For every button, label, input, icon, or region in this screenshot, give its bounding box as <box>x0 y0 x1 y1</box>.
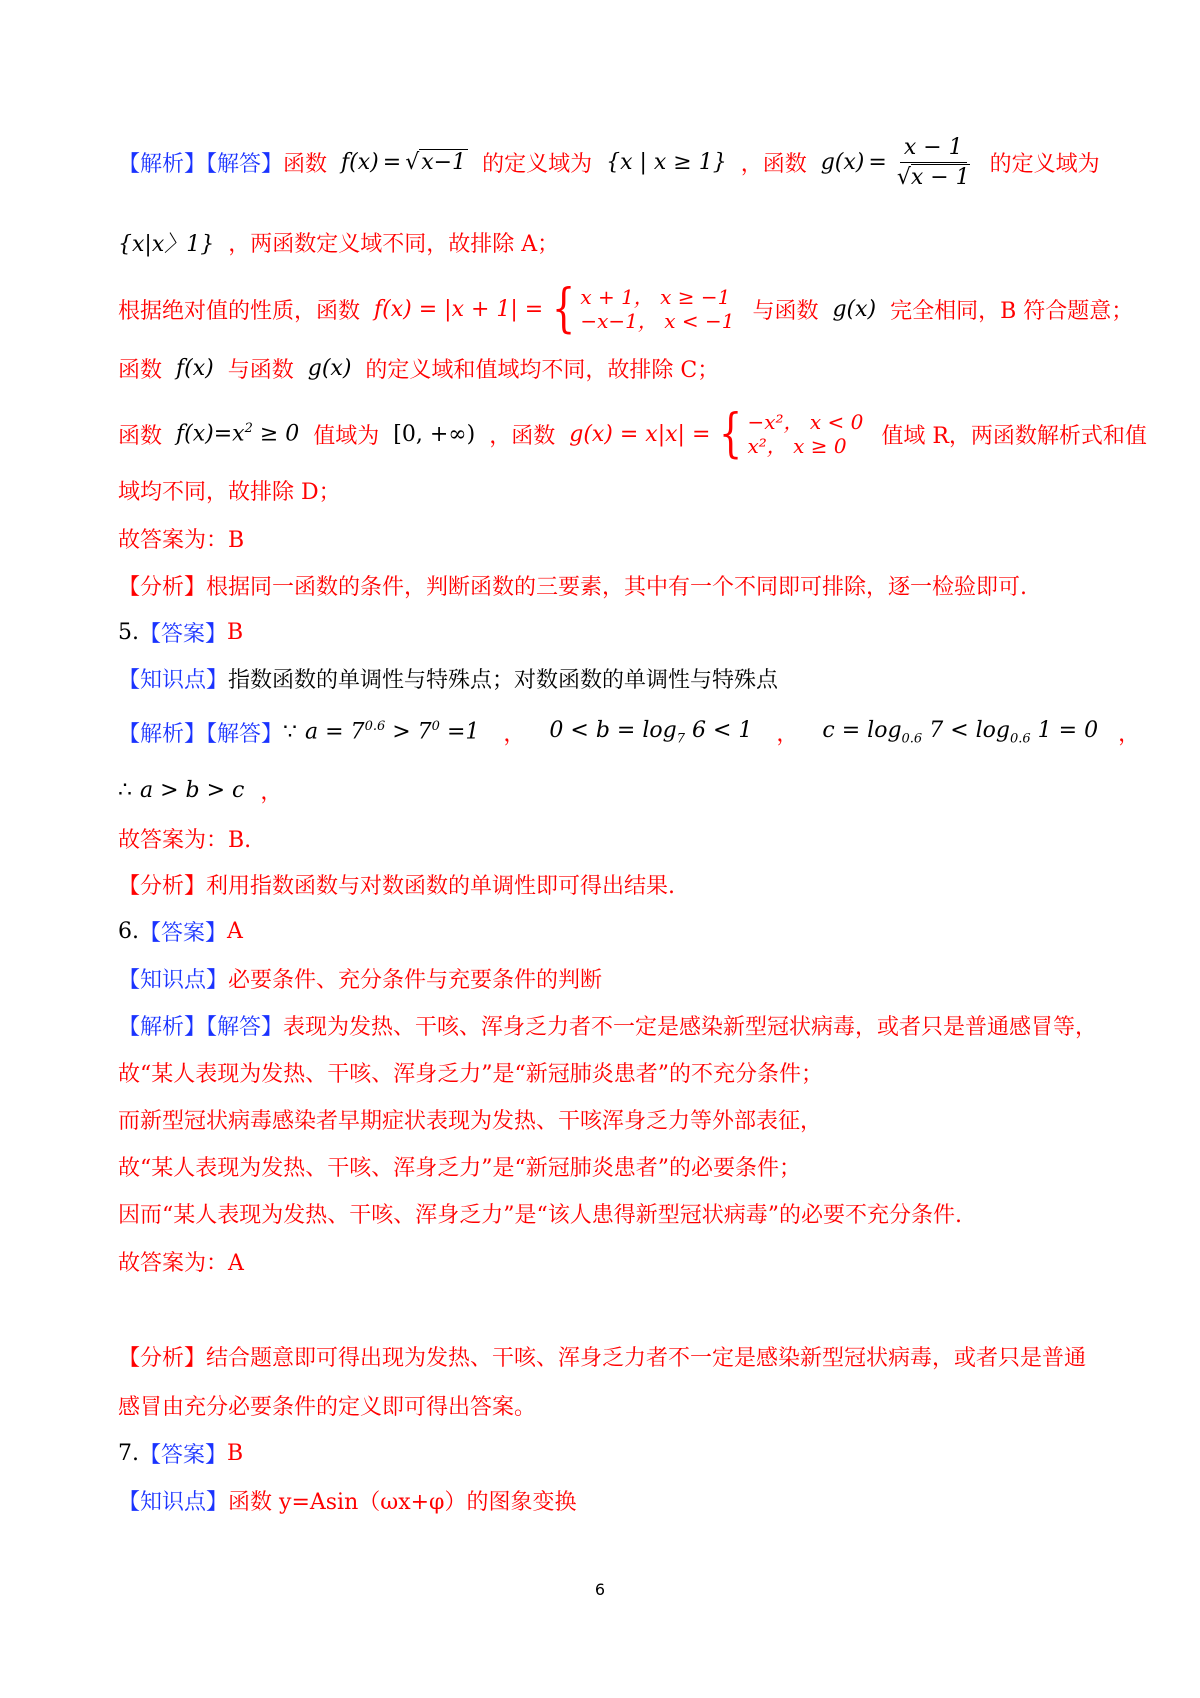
solution-5-line-2 <box>118 770 282 810</box>
math-expr: a > b > c <box>140 777 245 803</box>
answer-7 <box>118 1433 243 1473</box>
text: ，函数 <box>489 423 556 449</box>
text: 函数 <box>118 357 163 383</box>
text: 感冒由充分必要条件的定义即可得出答案。 <box>118 1394 537 1420</box>
text: 函数 <box>283 151 328 177</box>
analysis-tag: 【解析】【解答】 <box>118 721 284 747</box>
numerator: x − 1 <box>900 135 967 163</box>
piecewise: { x + 1， x ≥ −1 −x−1， x < −1 <box>552 279 735 339</box>
text: 与函数 <box>227 357 294 383</box>
text: 与函数 <box>752 298 819 324</box>
knowledge-tag: 【知识点】 <box>118 667 229 693</box>
comma: ， <box>260 779 283 805</box>
solution-line-6 <box>118 470 341 510</box>
page-number: 6 <box>594 1580 606 1599</box>
math-g: g(x) <box>820 149 865 175</box>
comma: ， <box>503 721 526 747</box>
text: 的定义域为 <box>989 151 1100 177</box>
text: 因而“某人表现为发热、干咳、浑身乏力”是“该人患得新型冠状病毒”的必要不充分条件. <box>118 1202 962 1228</box>
solution-6-line-1 <box>118 1005 1097 1045</box>
analysis-line <box>118 565 1027 605</box>
answer-6 <box>118 911 243 951</box>
answer-tag: 【答案】 <box>139 920 228 946</box>
text: 利用指数函数与对数函数的单调性即可得出结果. <box>206 873 676 899</box>
fenxi-tag: 【分析】 <box>118 873 207 899</box>
sqrt-expr: √ x−1 <box>405 150 467 175</box>
comma: ， <box>1118 721 1141 747</box>
text: 故答案为：B. <box>118 827 252 853</box>
math-f: $f(x)=x^2 \ge 0$ <box>176 421 300 447</box>
solution-line-7 <box>118 518 244 558</box>
question-number: 6. <box>118 918 139 944</box>
math-f: f(x) <box>176 355 214 381</box>
solution-line-5 <box>118 404 1147 464</box>
solution-6-line-4 <box>118 1146 801 1186</box>
analysis-tag: 【解析】【解答】 <box>118 1014 284 1040</box>
answer-value: A <box>227 918 243 944</box>
case-2: x²， x ≥ 0 <box>747 434 847 458</box>
text: 值域 R，两函数解析式和值 <box>881 423 1147 449</box>
math-set: {x|x〉1} <box>118 231 215 257</box>
math-f: f(x) <box>341 149 379 175</box>
text: ，函数 <box>740 151 807 177</box>
fenxi-tag: 【分析】 <box>118 574 207 600</box>
case-2: −x−1， x < −1 <box>580 309 735 333</box>
knowledge-5 <box>118 658 778 698</box>
fenxi-tag: 【分析】 <box>118 1345 207 1371</box>
knowledge-tag: 【知识点】 <box>118 967 229 993</box>
math-expr: g(x) = x|x| = <box>569 421 711 447</box>
math-g: g(x) <box>832 296 877 322</box>
question-number: 7. <box>118 1440 139 1466</box>
text: 根据绝对值的性质，函数 <box>118 298 361 324</box>
text: 完全相同，B 符合题意； <box>890 298 1134 324</box>
answer-value: B <box>227 1440 244 1466</box>
analysis-5 <box>118 864 675 904</box>
piecewise: { −x²， x < 0 x²， x ≥ 0 <box>719 404 864 464</box>
math-c: $c = \log_{0.6} 7 < \log_{0.6} 1 = 0$ <box>822 717 1099 747</box>
fraction <box>897 135 970 190</box>
text: 故“某人表现为发热、干咳、浑身乏力”是“新冠肺炎患者”的不充分条件； <box>118 1061 823 1087</box>
case-1: −x²， x < 0 <box>747 410 864 434</box>
text: 函数 y=Asin（ωx+φ）的图象变换 <box>228 1489 577 1515</box>
text: ，两函数定义域不同，故排除 A； <box>228 231 560 257</box>
solution-line-2 <box>118 222 559 262</box>
text: 的定义域和值域均不同，故排除 C； <box>365 357 720 383</box>
analysis-6-line-1 <box>118 1336 1086 1376</box>
text: 函数 <box>118 423 163 449</box>
text: 必要条件、充分条件与充要条件的判断 <box>228 967 603 993</box>
solution-5-line-3 <box>118 818 251 858</box>
text: 表现为发热、干咳、浑身乏力者不一定是感染新型冠状病毒，或者只是普通感冒等， <box>283 1014 1098 1040</box>
analysis-6-line-2 <box>118 1385 536 1425</box>
solution-6-line-3 <box>118 1099 822 1139</box>
case-1: x + 1， x ≥ −1 <box>580 285 731 309</box>
text: 结合题意即可得出现为发热、干咳、浑身乏力者不一定是感染新型冠状病毒，或者只是普通 <box>206 1345 1087 1371</box>
math-eq: = <box>382 149 402 175</box>
text: 的定义域为 <box>482 151 593 177</box>
solution-line-4 <box>118 348 719 388</box>
text: 故“某人表现为发热、干咳、浑身乏力”是“新冠肺炎患者”的必要条件； <box>118 1155 801 1181</box>
solution-6-line-2 <box>118 1052 823 1092</box>
solution-line-1: 【解析】【解答】 函数 f(x) = √ x−1 的定义域为 {x | x ≥ 1} ，函数 g(x) = $\frac{x - 1}{√x - 1}$ 的定义域为 <box>118 134 1100 190</box>
answer-5 <box>118 612 243 652</box>
math-a: $a = 7^{0.6} > 7^0 =1$ <box>305 719 480 745</box>
knowledge-6 <box>118 958 602 998</box>
denominator: √x − 1 <box>896 164 970 190</box>
solution-6-line-5 <box>118 1193 962 1233</box>
text: 值域为 <box>313 423 380 449</box>
solution-6-line-6 <box>118 1241 244 1281</box>
text: 根据同一函数的条件，判断函数的三要素，其中有一个不同即可排除，逐一检验即可. <box>206 574 1028 600</box>
solution-line-3 <box>118 279 1134 339</box>
knowledge-tag: 【知识点】 <box>118 1489 229 1515</box>
answer-tag: 【答案】 <box>139 621 228 647</box>
math-expr: f(x) = |x + 1| = <box>374 296 544 322</box>
because-symbol: ∵ <box>283 719 298 745</box>
comma: ， <box>776 721 799 747</box>
answer-tag: 【答案】 <box>139 1442 228 1468</box>
text: 指数函数的单调性与特殊点；对数函数的单调性与特殊点 <box>228 667 779 693</box>
text: 而新型冠状病毒感染者早期症状表现为发热、干咳浑身乏力等外部表征， <box>118 1108 823 1134</box>
analysis-tag: 【解析】【解答】 <box>118 151 284 177</box>
question-number: 5. <box>118 619 139 645</box>
therefore-symbol: ∴ <box>118 777 132 803</box>
math-g: g(x) <box>307 355 352 381</box>
solution-5-line-1 <box>118 712 1140 752</box>
text: 故答案为：A <box>118 1250 244 1276</box>
math-b: $0 < b = \log_7 6 < 1$ <box>549 717 753 747</box>
math-set: {x | x ≥ 1} <box>606 149 727 175</box>
text: 域均不同，故排除 D； <box>118 479 341 505</box>
answer-value: B <box>227 619 244 645</box>
math-range: [0, +∞) <box>393 421 476 447</box>
text: 故答案为：B <box>118 527 245 553</box>
radicand: x−1 <box>421 150 467 175</box>
knowledge-7 <box>118 1480 576 1520</box>
